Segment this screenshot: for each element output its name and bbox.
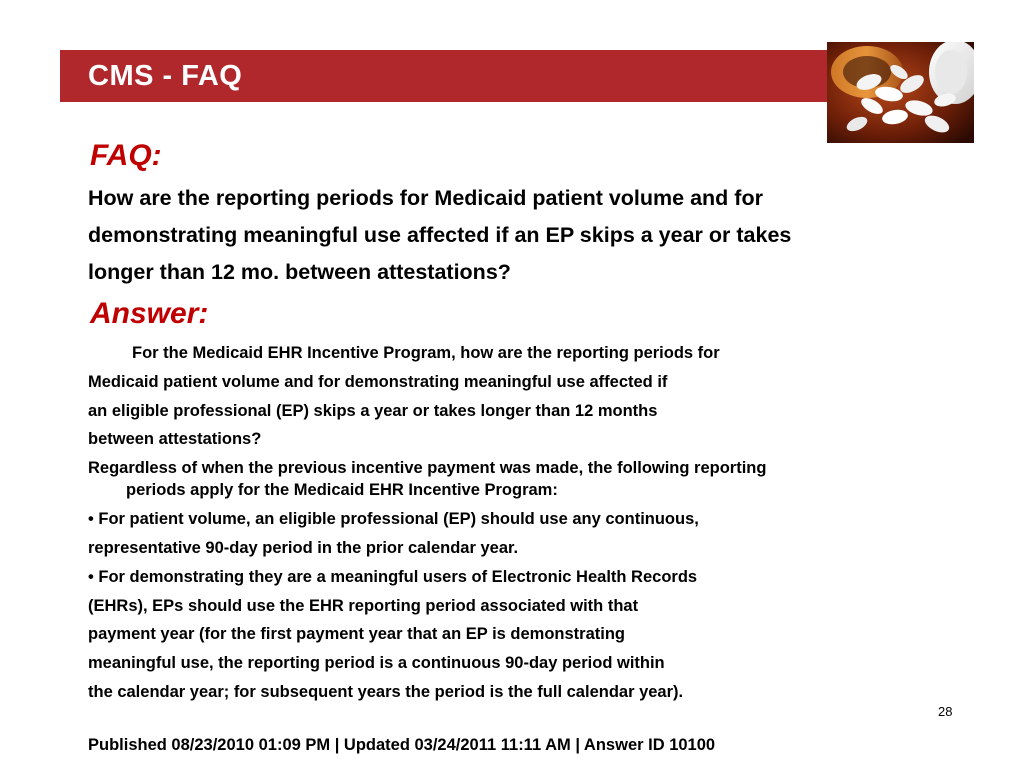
regardless-line-1: Regardless of when the previous incentive payment was made, the following reporting <box>88 459 767 478</box>
answer-intro-line: between attestations? <box>88 430 262 449</box>
faq-question <box>88 180 948 291</box>
bullet-1-line: representative 90-day period in the prior calendar year. <box>88 538 519 557</box>
bullet-2-line: payment year (for the first payment year that an EP is demonstrating <box>88 625 626 644</box>
answer-heading: Answer: <box>90 297 209 330</box>
answer-intro-line: Medicaid patient volume and for demonstrating meaningful use affected if <box>88 372 668 391</box>
bullet-1-line: • For patient volume, an eligible professional (EP) should use any continuous, <box>88 510 699 529</box>
footer-publish-info: Published 08/23/2010 01:09 PM | Updated 03/24/2011 11:11 AM | Answer ID 10100 <box>88 736 716 754</box>
bullet-2-line: (EHRs), EPs should use the EHR reporting period associated with that <box>88 596 639 615</box>
bullet-2-line: • For demonstrating they are a meaningful users of Electronic Health Records <box>88 567 698 586</box>
bullet-2-line: meaningful use, the reporting period is a continuous 90-day period within <box>88 654 665 673</box>
bullet-2-line: the calendar year; for subsequent years the period is the full calendar year). <box>88 682 684 701</box>
pills-photo <box>827 42 974 143</box>
regardless-line-2: periods apply for the Medicaid EHR Incentive Program: <box>126 481 558 500</box>
question-line: longer than 12 mo. between attestations? <box>88 260 511 284</box>
question-line: How are the reporting periods for Medicaid patient volume and for <box>88 186 763 210</box>
slide-title: CMS - FAQ <box>88 60 243 92</box>
answer-regardless-paragraph <box>88 454 948 505</box>
answer-body <box>88 339 948 707</box>
faq-heading: FAQ: <box>90 139 162 172</box>
page-number: 28 <box>938 704 953 719</box>
answer-intro-line: an eligible professional (EP) skips a year or takes longer than 12 months <box>88 401 658 420</box>
answer-intro-line: For the Medicaid EHR Incentive Program, how are the reporting periods for <box>132 344 720 362</box>
question-line: demonstrating meaningful use affected if an EP skips a year or takes <box>88 223 792 247</box>
